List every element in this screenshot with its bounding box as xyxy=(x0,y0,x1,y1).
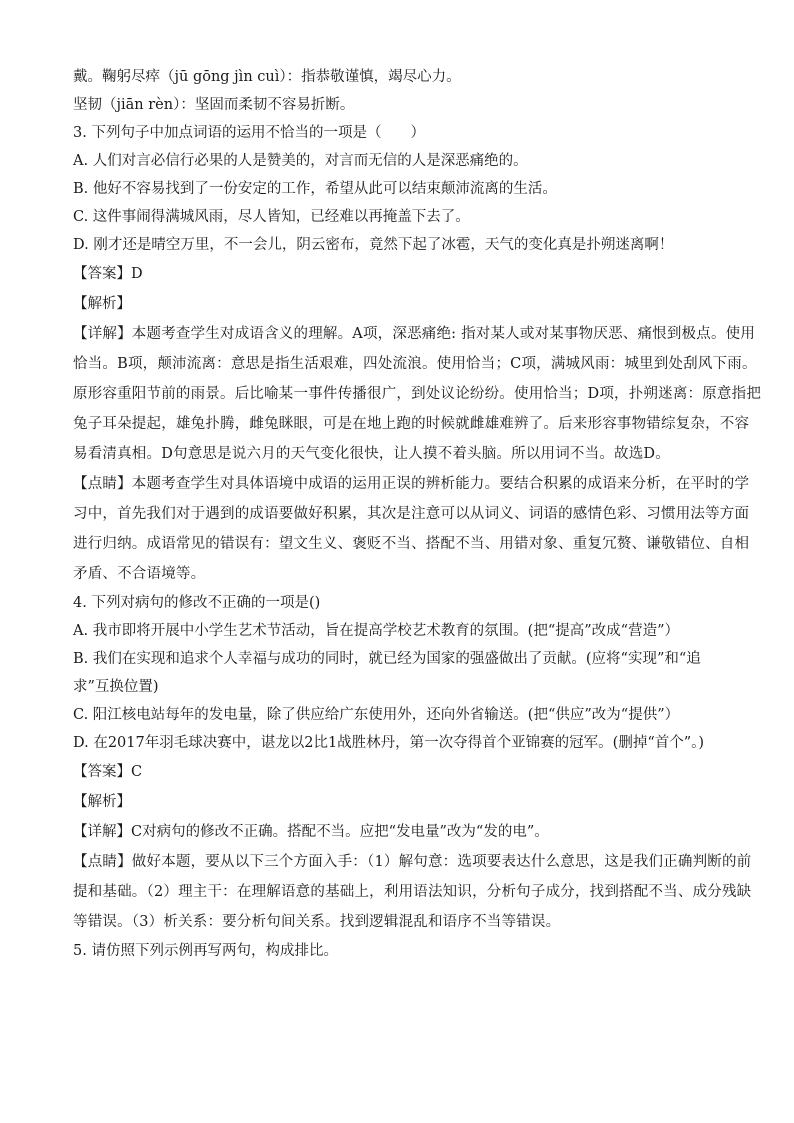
question-4-option-d: D. 在2017年羽毛球决赛中，谌龙以2比1战胜林丹，第一次夺得首个亚锦赛的冠军。(删掉“首个”。) xyxy=(73,735,705,751)
paragraph-line: 【点睛】做好本题，要从以下三个方面入手：（1）解句意：选项要表达什么意思，这是我们正确判断的前 xyxy=(73,854,752,870)
paragraph-line: 原形容重阳节前的雨景。后比喻某一事件传播很广，到处议论纷纷。使用恰当；D项，扑朔迷离：原意指把 xyxy=(73,386,762,402)
document-body xyxy=(73,63,762,965)
paragraph-line: 【点睛】本题考查学生对具体语境中成语的运用正误的辨析能力。要结合积累的成语来分析，在平时的学 xyxy=(73,476,750,492)
text-line: 坚韧（jiān rèn）：坚固而柔韧不容易折断。 xyxy=(73,97,355,113)
paragraph-line: 兔子耳朵提起，雄兔扑腾，雌兔眯眼，可是在地上跑的时候就雌雄难辨了。后来形容事物错综复杂，不容 xyxy=(73,416,750,432)
question-3-analysis-heading: 【解析】 xyxy=(73,296,131,312)
question-3-option-b: B. 他好不容易找到了一份安定的工作，希望从此可以结束颠沛流离的生活。 xyxy=(73,181,557,197)
question-4-analysis-heading: 【解析】 xyxy=(73,794,131,810)
paragraph-line: 进行归纳。成语常见的错误有：望文生义、褒贬不当、搭配不当、用错对象、重复冗赘、谦敬错位、自相 xyxy=(73,536,750,552)
question-5-stem: 5. 请仿照下列示例再写两句，构成排比。 xyxy=(73,943,338,959)
question-3-stem: 3. 下列句子中加点词语的运用不恰当的一项是（ ） xyxy=(73,125,425,141)
paragraph-line: 易看清真相。D句意思是说六月的天气变化很快，让人摸不着头脑。所以用词不当。故选D。 xyxy=(73,446,670,462)
question-3-option-d: D. 刚才还是晴空万里，不一会儿，阴云密布，竟然下起了冰雹，天气的变化真是扑朔迷离啊！ xyxy=(73,237,674,253)
question-3-detail xyxy=(73,319,762,469)
paragraph-line: 等错误。（3）析关系：要分析句间关系。找到逻辑混乱和语序不当等错误。 xyxy=(73,914,561,930)
paragraph-line: 提和基础。（2）理主干：在理解语意的基础上，利用语法知识，分析句子成分，找到搭配不当、成分残缺 xyxy=(73,884,752,900)
question-4-tip xyxy=(73,847,752,937)
question-3-answer: 【答案】D xyxy=(73,266,143,282)
question-3-option-a: A. 人们对言必信行必果的人是赞美的，对言而无信的人是深恶痛绝的。 xyxy=(73,153,528,169)
paragraph-line: 恰当。B项，颠沛流离：意思是指生活艰难，四处流浪。使用恰当；C项，满城风雨：城里到处刮风下雨。 xyxy=(73,356,757,372)
question-4-stem: 4. 下列对病句的修改不正确的一项是() xyxy=(73,595,321,611)
question-4-option-b: B. 我们在实现和追求个人幸福与成功的同时，就已经为国家的强盛做出了贡献。(应将“实现”和“追 xyxy=(73,651,701,667)
question-3-tip xyxy=(73,469,750,589)
paragraph-line: 习中，首先我们对于遇到的成语要做好积累，其次是注意可以从词义、词语的感情色彩、习惯用法等方面 xyxy=(73,506,750,522)
question-4-answer: 【答案】C xyxy=(73,764,143,780)
question-4-option-b-cont: 求”互换位置) xyxy=(73,679,159,695)
paragraph-line: 矛盾、不合语境等。 xyxy=(73,566,206,582)
question-3-option-c: C. 这件事闹得满城风雨，尽人皆知，已经难以再掩盖下去了。 xyxy=(73,209,470,225)
question-4-detail: 【详解】C对病句的修改不正确。搭配不当。应把“发电量”改为“发的电”。 xyxy=(73,824,549,840)
text-line: 戴。鞠躬尽瘁（jū gōng jìn cuì）：指恭敬谨慎，竭尽心力。 xyxy=(73,69,461,85)
question-4-option-a: A. 我市即将开展中小学生艺术节活动，旨在提高学校艺术教育的氛围。(把“提高”改成“营造”） xyxy=(73,623,679,639)
paragraph-line: 【详解】本题考查学生对成语含义的理解。A项，深恶痛绝: 指对某人或对某事物厌恶、痛恨到极点。使用 xyxy=(73,326,756,342)
question-4-option-c: C. 阳江核电站每年的发电量，除了供应给广东使用外，还向外省输送。(把“供应”改为“提供”） xyxy=(73,707,680,723)
